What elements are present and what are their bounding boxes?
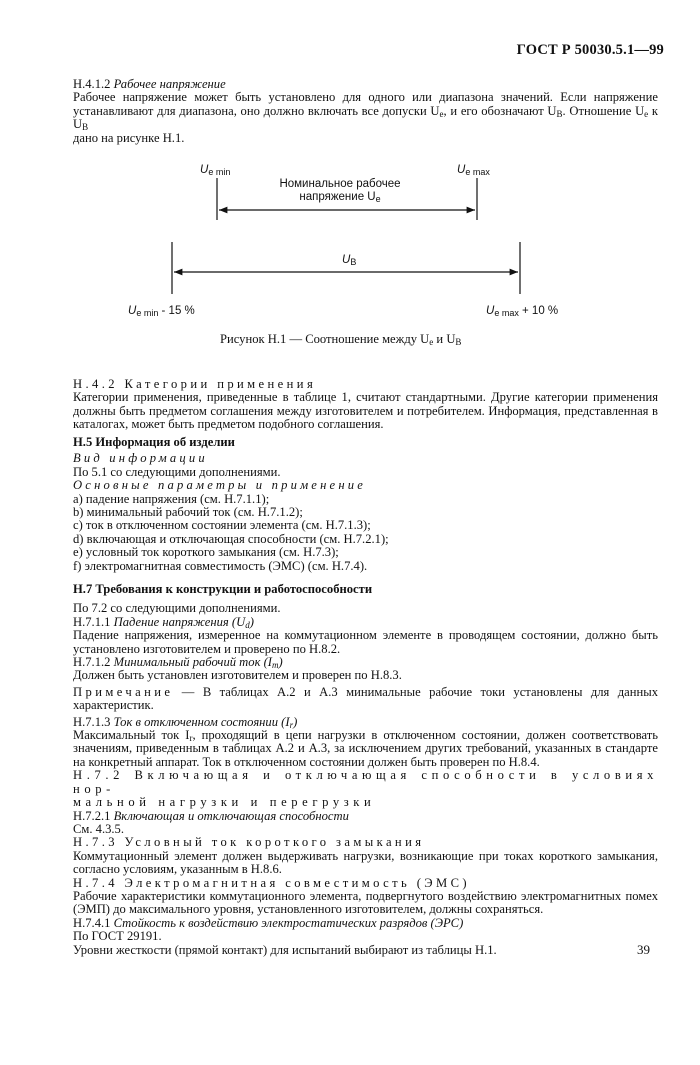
h741-text-1: По ГОСТ 29191. <box>73 929 162 944</box>
h721-text: См. 4.3.5. <box>73 821 125 836</box>
section-h42-heading: Н.4.2 Категории применения <box>73 377 317 391</box>
h721-heading: Н.7.2.1 Включающая и отключающая способности <box>73 808 349 823</box>
h72-heading-line2: мальной нагрузки и перегрузки <box>73 795 376 810</box>
h713-text: Максимальный ток $I_r$, проходящий в цепи нагрузки в отключенном состоянии, должен соответствовать значениям, приведенным в таблицах А.2 и А.3, за исключением других требований, указанных в стандарте на конкретный аппарат. Ток в отключенном состоянии должен быть проверен по Н.8.4. <box>73 728 659 769</box>
section-h7-heading: Н.7 Требования к конструкции и работоспособности <box>73 582 373 596</box>
section-h412-text: Рабочее напряжение может быть установлено для одного или диапазона значений. Если напряжение устанавливают для диапазона, оно должно включать все допуски $U_e$, и его обозначают $U_B$. Отношение $U_e$ к $U_B$ дано на рисунке Н.1. <box>73 90 658 145</box>
list-item: e) условный ток короткого замыкания (см. Н.7.3); <box>73 545 339 560</box>
h74-heading: Н.7.4 Электромагнитная совместимость (ЭМС) <box>73 875 470 890</box>
ub-label: $U_B$ <box>342 254 357 267</box>
list-item: f) электромагнитная совместимость (ЭМС) (см. Н.7.4). <box>73 558 368 573</box>
section-h5 <box>73 436 658 573</box>
section-h42-text: Категории применения, приведенные в таблице 1, считают стандартными. Другие категории применения должны быть предметом соглашения между изготовителем и потребителем. Информация, представленная в каталогах, может быть предметом подобного соглашения. <box>73 390 658 432</box>
list-item: d) включающая и отключающая способности (см. Н.7.2.1); <box>73 531 389 546</box>
h73-heading: Н.7.3 Условный ток короткого замыкания <box>73 835 425 850</box>
h74-text: Рабочие характеристики коммутационного элемента, подвергнутого воздействию электромагнитных помех (ЭМП) до максимального уровня, установленного изготовителем, должны сохраняться. <box>73 888 658 917</box>
section-h7-intro: По 7.2 со следующими дополнениями. <box>73 601 281 616</box>
info-type-text: По 5.1 со следующими дополнениями. <box>73 464 281 479</box>
section-h5-heading: Н.5 Информация об изделии <box>73 435 235 449</box>
h711-text: Падение напряжения, измеренное на коммутационном элементе в проводящем состоянии, должно быть установлено изготовителем и проверено по Н.8.2. <box>73 628 658 656</box>
section-number: Н.4.1.2 <box>73 77 111 91</box>
h73-text: Коммутационный элемент должен выдерживать нагрузки, возникающие при токах короткого замыкания, согласно условиям, указанным в Н.8.6. <box>73 848 658 877</box>
note: Примечание — В таблицах А.2 и А.3 минимальные рабочие токи установлены для данных характеристик. <box>73 684 658 713</box>
figure-caption: Рисунок Н.1 — Соотношение между $U_e$ и $U_B$ <box>220 332 462 347</box>
section-h7 <box>73 583 658 957</box>
h72-heading-line1: Н.7.2 Включающая и отключающая способности в условиях нор- <box>73 768 658 796</box>
h712-text: Должен быть установлен изготовителем и проверен по Н.8.3. <box>73 668 402 683</box>
list-item: a) падение напряжения (см. Н.7.1.1); <box>73 491 270 506</box>
list-item: b) минимальный рабочий ток (см. Н.7.1.2); <box>73 505 303 520</box>
ue-min-minus-15-label: $U_{e min} - 15$ % <box>128 305 195 318</box>
section-h412-heading <box>73 78 658 91</box>
main-params-subheading: Основные параметры и применение <box>73 478 367 493</box>
h712-heading: Н.7.1.2 Минимальный рабочий ток $(I_m)$ <box>73 655 283 671</box>
h711-heading: Н.7.1.1 Падение напряжения $(U_d)$ <box>73 614 254 630</box>
section-h412 <box>73 78 658 145</box>
ue-max-label: $U_{e max}$ <box>457 164 490 177</box>
section-title: Рабочее напряжение <box>113 77 226 91</box>
section-h42 <box>73 378 658 432</box>
h741-heading: Н.7.4.1 Стойкость к воздействию электростатических разрядов (ЭРС) <box>73 915 464 930</box>
h741-text-2: Уровни жесткости (прямой контакт) для испытаний выбирают из таблицы Н.1. <box>73 942 497 957</box>
nominal-voltage-label: Номинальное рабочее напряжение $U_e$ <box>279 178 401 204</box>
h713-heading: Н.7.1.3 Ток в отключенном состоянии $(I_r)$ <box>73 714 298 730</box>
ue-min-label: $U_{e min}$ <box>200 164 231 177</box>
info-type-subheading: Вид информации <box>73 451 208 466</box>
ue-max-plus-10-label: $U_{e max} + 10$ % <box>486 305 559 318</box>
list-item: c) ток в отключенном состоянии элемента (см. Н.7.1.3); <box>73 518 371 533</box>
page-number: 39 <box>637 942 650 957</box>
document-id-header: ГОСТ Р 50030.5.1—99 <box>516 42 664 58</box>
